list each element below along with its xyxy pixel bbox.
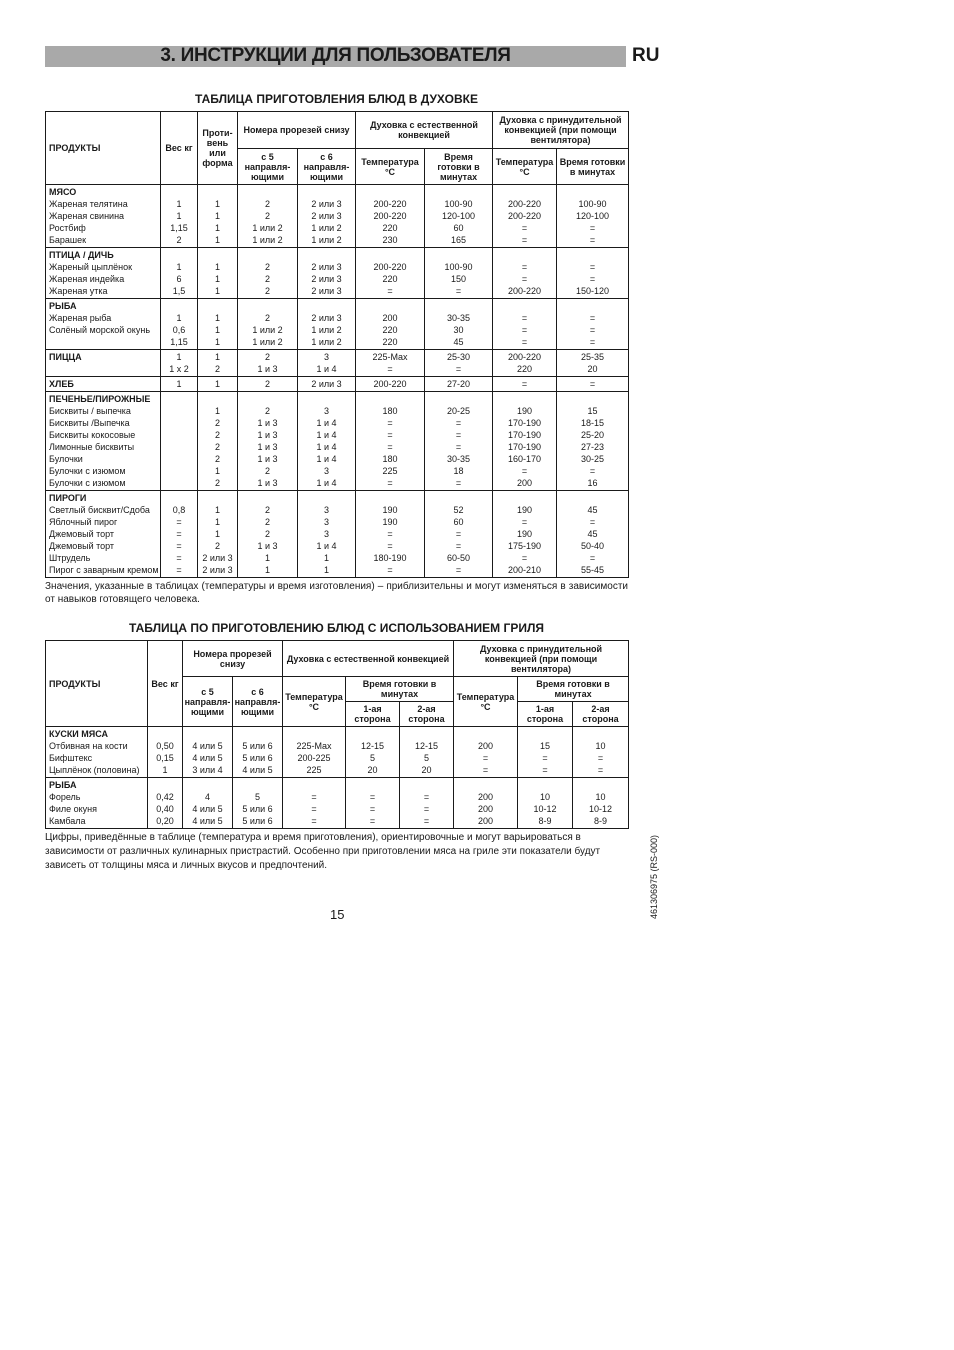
grill-col-natural-side2: 2-ая сторона xyxy=(400,702,454,727)
slot5-cell: 2 2 2 1 и 3 1 1 xyxy=(238,491,298,578)
forced-temp-cell: = xyxy=(493,377,557,392)
document-code: 461306975 (RS-000) xyxy=(649,834,659,920)
col-slot6: с 6 направля- ющими xyxy=(298,149,356,185)
grill-col-slots: Номера прорезей снизу xyxy=(183,641,283,677)
weight-cell: 0,8 = = = = = xyxy=(161,491,198,578)
forced-side2-cell: 10 = = xyxy=(573,727,629,778)
forced-temp-cell: = = = xyxy=(493,299,557,350)
natural-time-cell: 100-90 120-100 60 165 xyxy=(425,185,493,248)
natural-time-cell: 30-35 30 45 xyxy=(425,299,493,350)
weight-cell: 1 xyxy=(161,377,198,392)
product-cell: ПИЦЦА xyxy=(46,350,161,377)
weight-cell: 1 6 1,5 xyxy=(161,248,198,299)
slot5-cell: 2 1 или 2 1 или 2 xyxy=(238,299,298,350)
product-cell: ПИРОГИ Светлый бисквит/Сдоба Яблочный пирог Джемовый торт Джемовый торт Штрудель Пирог с заварным кремом xyxy=(46,491,161,578)
forced-time-cell: 45 = 45 50-40 = 55-45 xyxy=(557,491,629,578)
forced-time-cell: = = = xyxy=(557,299,629,350)
natural-time-cell: 27-20 xyxy=(425,377,493,392)
col-natural-temp: Температура °C xyxy=(356,149,425,185)
grill-cooking-table xyxy=(45,640,629,829)
forced-temp-cell: 190 170-190 170-190 170-190 160-170 = 200 xyxy=(493,392,557,491)
slot5-cell: 2 1 и 3 1 и 3 1 и 3 1 и 3 2 1 и 3 xyxy=(238,392,298,491)
col-tray: Проти- вень или форма xyxy=(198,112,238,185)
oven-cooking-table xyxy=(45,111,629,578)
grill-col-forced-time: Время готовки в минутах xyxy=(518,677,629,702)
col-slot5: с 5 направля- ющими xyxy=(238,149,298,185)
forced-side1-cell: 10 10-12 8-9 xyxy=(518,778,573,829)
forced-temp-cell: 190 = 190 175-190 = 200-210 xyxy=(493,491,557,578)
natural-side1-cell: = = = xyxy=(346,778,400,829)
table-row xyxy=(46,185,629,248)
table-row xyxy=(46,299,629,350)
slot5-cell: 2 2 1 или 2 1 или 2 xyxy=(238,185,298,248)
forced-temp-cell: 200 = = xyxy=(454,727,518,778)
natural-temp-cell: 200-220 200-220 220 230 xyxy=(356,185,425,248)
table-row xyxy=(46,778,629,829)
table-row xyxy=(46,727,629,778)
col-forced: Духовка с принудительной конвекцией (при помощи вентилятора) xyxy=(493,112,629,149)
natural-side2-cell: 12-15 5 20 xyxy=(400,727,454,778)
product-cell: РЫБА Жареная рыба Солёный морской окунь xyxy=(46,299,161,350)
slot5-cell: 2 1 и 3 xyxy=(238,350,298,377)
page-number: 15 xyxy=(330,907,345,922)
tray-cell: 1 2 2 2 2 1 2 xyxy=(198,392,238,491)
forced-time-cell: = xyxy=(557,377,629,392)
grill-col-weight: Вес кг xyxy=(148,641,183,727)
slot5-cell: 2 xyxy=(238,377,298,392)
tray-cell: 1 1 1 xyxy=(198,248,238,299)
col-weight: Вес кг xyxy=(161,112,198,185)
table-row xyxy=(46,350,629,377)
slot6-cell: 2 или 3 1 или 2 1 или 2 xyxy=(298,299,356,350)
tray-cell: 1 1 1 xyxy=(198,299,238,350)
grill-col-products: ПРОДУКТЫ xyxy=(46,641,148,727)
natural-time-cell: 20-25 = = = 30-35 18 = xyxy=(425,392,493,491)
grill-col-slot5: с 5 направля- ющими xyxy=(183,677,233,727)
grill-note: Цифры, приведённые в таблице (температура и время приготовления), ориентировочные и могут варьироваться в зависимости от различных кулинарных пристрастий. Особенно при приготовлении мяса на гриле эти показатели будут зависеть от толщины мяса и личных вкусов и предпочтений. xyxy=(45,832,601,871)
product-cell: ХЛЕБ xyxy=(46,377,161,392)
language-code: RU xyxy=(632,45,660,66)
grill-col-natural: Духовка с естественной конвекцией xyxy=(283,641,454,677)
grill-col-natural-time: Время готовки в минутах xyxy=(346,677,454,702)
table-row xyxy=(46,248,629,299)
forced-time-cell: 25-35 20 xyxy=(557,350,629,377)
forced-time-cell: 15 18-15 25-20 27-23 30-25 = 16 xyxy=(557,392,629,491)
col-products: ПРОДУКТЫ xyxy=(46,112,161,185)
col-forced-temp: Температура °C xyxy=(493,149,557,185)
oven-note: Значения, указанные в таблицах (температуры и время изготовления) – приблизительны и могут изменяться в зависимости от навыков готовящего человека. xyxy=(45,581,628,605)
tray-cell: 1 1 1 2 2 или 3 2 или 3 xyxy=(198,491,238,578)
weight-cell: 1 1 1,15 2 xyxy=(161,185,198,248)
product-cell: КУСКИ МЯСА Отбивная на кости Бифштекс Цыплёнок (половина) xyxy=(46,727,148,778)
forced-temp-cell: 200 200 200 xyxy=(454,778,518,829)
grill-col-slot6: с 6 направля- ющими xyxy=(233,677,283,727)
natural-temp-cell: 200-220 xyxy=(356,377,425,392)
col-natural-time: Время готовки в минутах xyxy=(425,149,493,185)
tray-cell: 1 xyxy=(198,377,238,392)
table-row xyxy=(46,392,629,491)
grill-col-natural-temp: Температура °C xyxy=(283,677,346,727)
slot6-cell: 2 или 3 xyxy=(298,377,356,392)
forced-side2-cell: 10 10-12 8-9 xyxy=(573,778,629,829)
slot5-cell: 2 2 2 xyxy=(238,248,298,299)
natural-side2-cell: = = = xyxy=(400,778,454,829)
weight-cell: 1 1 x 2 xyxy=(161,350,198,377)
page-title: 3. ИНСТРУКЦИИ ДЛЯ ПОЛЬЗОВАТЕЛЯ xyxy=(160,45,511,66)
forced-time-cell: 100-90 120-100 = = xyxy=(557,185,629,248)
slot6-cell: 3 1 и 4 1 и 4 1 и 4 1 и 4 3 1 и 4 xyxy=(298,392,356,491)
slot6-cell: 2 или 3 2 или 3 2 или 3 xyxy=(298,248,356,299)
tray-cell: 1 2 xyxy=(198,350,238,377)
product-cell: ПЕЧЕНЬЕ/ПИРОЖНЫЕ Бисквиты / выпечка Бисквиты /Выпечка Бисквиты кокосовые Лимонные бисквиты Булочки Булочки с изюмом Булочки с изюмом xyxy=(46,392,161,491)
natural-temp-cell: = = = xyxy=(283,778,346,829)
col-natural: Духовка с естественной конвекцией xyxy=(356,112,493,149)
weight-cell: 1 0,6 1,15 xyxy=(161,299,198,350)
table-row xyxy=(46,491,629,578)
natural-temp-cell: 225-Max = xyxy=(356,350,425,377)
natural-temp-cell: 225-Max 200-225 225 xyxy=(283,727,346,778)
forced-temp-cell: = = 200-220 xyxy=(493,248,557,299)
grill-table-title: ТАБЛИЦА ПО ПРИГОТОВЛЕНИЮ БЛЮД С ИСПОЛЬЗОВАНИЕМ ГРИЛЯ xyxy=(129,621,544,635)
grill-col-forced-temp: Температура °C xyxy=(454,677,518,727)
natural-side1-cell: 12-15 5 20 xyxy=(346,727,400,778)
slot6-cell: 5 5 или 6 5 или 6 xyxy=(233,778,283,829)
product-cell: МЯСО Жареная телятина Жареная свинина Ростбиф Барашек xyxy=(46,185,161,248)
col-slots: Номера прорезей снизу xyxy=(238,112,356,149)
slot6-cell: 3 3 3 1 и 4 1 1 xyxy=(298,491,356,578)
forced-side1-cell: 15 = = xyxy=(518,727,573,778)
weight-cell: 0,42 0,40 0,20 xyxy=(148,778,183,829)
natural-time-cell: 25-30 = xyxy=(425,350,493,377)
grill-col-forced-side1: 1-ая сторона xyxy=(518,702,573,727)
slot5-cell: 4 4 или 5 4 или 5 xyxy=(183,778,233,829)
table-row xyxy=(46,377,629,392)
tray-cell: 1 1 1 1 xyxy=(198,185,238,248)
forced-temp-cell: 200-220 220 xyxy=(493,350,557,377)
forced-time-cell: = = 150-120 xyxy=(557,248,629,299)
grill-col-forced-side2: 2-ая сторона xyxy=(573,702,629,727)
product-cell: ПТИЦА / ДИЧЬ Жареный цыплёнок Жареная индейка Жареная утка xyxy=(46,248,161,299)
natural-temp-cell: 200 220 220 xyxy=(356,299,425,350)
forced-temp-cell: 200-220 200-220 = = xyxy=(493,185,557,248)
weight-cell: 0,50 0,15 1 xyxy=(148,727,183,778)
natural-time-cell: 52 60 = = 60-50 = xyxy=(425,491,493,578)
grill-col-forced: Духовка с принудительной конвекцией (при помощи вентилятора) xyxy=(454,641,629,677)
natural-temp-cell: 200-220 220 = xyxy=(356,248,425,299)
slot6-cell: 2 или 3 2 или 3 1 или 2 1 или 2 xyxy=(298,185,356,248)
oven-table-title: ТАБЛИЦА ПРИГОТОВЛЕНИЯ БЛЮД В ДУХОВКЕ xyxy=(195,92,478,106)
slot6-cell: 5 или 6 5 или 6 4 или 5 xyxy=(233,727,283,778)
natural-temp-cell: 180 = = = 180 225 = xyxy=(356,392,425,491)
natural-time-cell: 100-90 150 = xyxy=(425,248,493,299)
product-cell: РЫБА Форель Филе окуня Камбала xyxy=(46,778,148,829)
grill-col-natural-side1: 1-ая сторона xyxy=(346,702,400,727)
natural-temp-cell: 190 190 = = 180-190 = xyxy=(356,491,425,578)
col-forced-time: Время готовки в минутах xyxy=(557,149,629,185)
slot5-cell: 4 или 5 4 или 5 3 или 4 xyxy=(183,727,233,778)
slot6-cell: 3 1 и 4 xyxy=(298,350,356,377)
weight-cell xyxy=(161,392,198,491)
